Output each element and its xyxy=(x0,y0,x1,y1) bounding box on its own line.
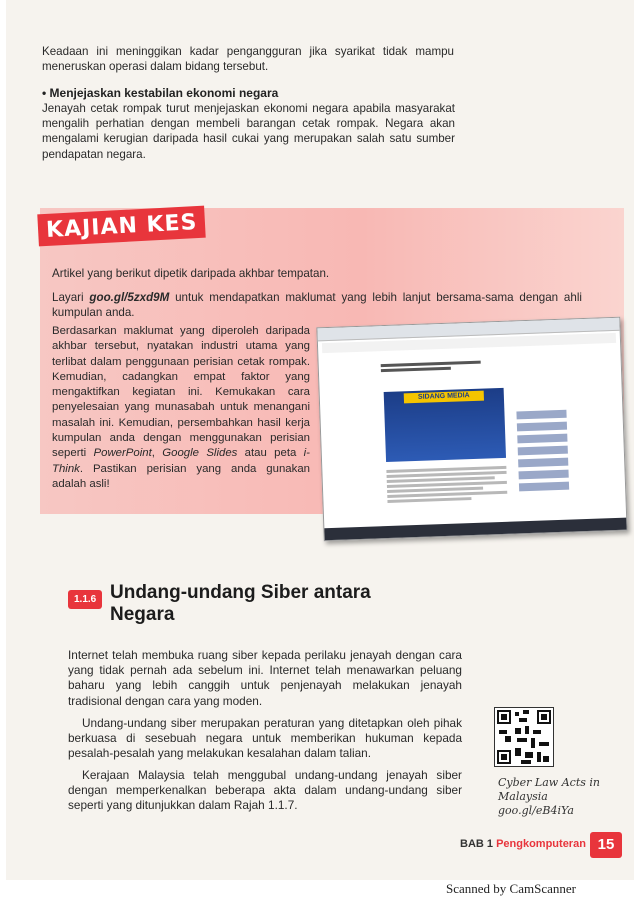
body-pre: Berdasarkan maklumat yang diperoleh daripada akhbar tersebut, nyatakan industri utama yang terlibat dalam penggunaan perisian cetak rompak. Kemudian, cadangkan empat faktor yang mengaktifkan kegiatan ini. Kemukakan cara penyelesaian yang munasabah untuk menangani masalah ini. Kemudian, persembahkan hasil kerja kumpulan anda dengan menggunakan perisian seperti xyxy=(52,325,310,460)
powerpoint-text: PowerPoint xyxy=(93,447,152,460)
google-slides-text: Google Slides xyxy=(162,447,238,460)
ithink-text: i-Think xyxy=(52,447,310,475)
qr-caption-line-2: Malaysia xyxy=(498,790,548,803)
browser-screenshot xyxy=(316,317,627,541)
photo-caption: SIDANG MEDIA xyxy=(404,391,484,404)
case-instructions xyxy=(52,324,310,492)
qr-code-icon[interactable] xyxy=(494,707,554,767)
chapter-footer xyxy=(460,838,586,850)
case-intro: Artikel yang berikut dipetik daripada akhbar tempatan. xyxy=(52,267,330,280)
article-photo xyxy=(384,388,506,462)
article-headline xyxy=(381,358,491,374)
article-text-lines xyxy=(386,464,507,505)
section-paragraph-1: Internet telah membuka ruang siber kepada perilaku jenayah dengan cara yang tidak pernah ada sebelum ini. Internet telah menawarkan peluang baharu yang lebih canggih untuk penjenayah melakukan jenayah tradisional dengan cara yang moden. xyxy=(68,648,462,708)
case-link[interactable]: goo.gl/5zxd9M xyxy=(89,291,170,304)
bullet-heading: • Menjejaskan kestabilan ekonomi negara xyxy=(42,86,279,100)
qr-caption-line-1: Cyber Law Acts in xyxy=(498,776,600,789)
page-number: 15 xyxy=(590,832,622,858)
qr-caption xyxy=(498,776,600,818)
qr-link[interactable]: goo.gl/eB4iYa xyxy=(498,804,574,817)
section-paragraph-3: Kerajaan Malaysia telah menggubal undang-undang jenayah siber dengan memperkenalkan beberapa akta dalam undang-undang siber seperti yang ditunjukkan dalam Rajah 1.1.7. xyxy=(68,768,462,813)
chapter-number: BAB 1 xyxy=(460,838,494,850)
textbook-page xyxy=(6,0,634,880)
body-mid: atau peta xyxy=(237,447,304,460)
intro-paragraph: Keadaan ini meninggikan kadar pengangguran jika syarikat tidak mampu meneruskan operasi dalam bidang tersebut. xyxy=(42,45,454,74)
chapter-name: Pengkomputeran xyxy=(496,838,586,850)
scanner-watermark: Scanned by CamScanner xyxy=(446,881,576,896)
layari-pre: Layari xyxy=(52,291,90,304)
case-study-tag: KAJIAN KES xyxy=(37,206,206,247)
case-layari xyxy=(52,290,582,320)
body-comma: , xyxy=(151,447,163,460)
article-sidebar xyxy=(516,406,569,496)
taskbar xyxy=(324,518,626,541)
economy-paragraph: Jenayah cetak rompak turut menjejaskan ekonomi negara apabila masyarakat mengalih perhatian dengan membeli barangan cetak rompak. Negara akan mengalami kerugian daripada hasil cukai yang merupakan salah satu sumber pendapatan negara. xyxy=(42,102,455,161)
section-title: Undang-undang Siber antara Negara xyxy=(110,582,371,625)
body-post: . Pastikan perisian yang anda gunakan adalah asli! xyxy=(52,462,310,490)
layari-post: untuk mendapatkan maklumat yang lebih lanjut bersama-sama dengan ahli kumpulan anda. xyxy=(52,291,582,320)
section-number-badge: 1.1.6 xyxy=(68,590,102,609)
section-paragraph-2: Undang-undang siber merupakan peraturan yang ditetapkan oleh pihak berkuasa di sesebuah negara untuk memberikan hukuman kepada pesalah-pesalah yang melakukan kesalahan dalam talian. xyxy=(68,716,462,761)
